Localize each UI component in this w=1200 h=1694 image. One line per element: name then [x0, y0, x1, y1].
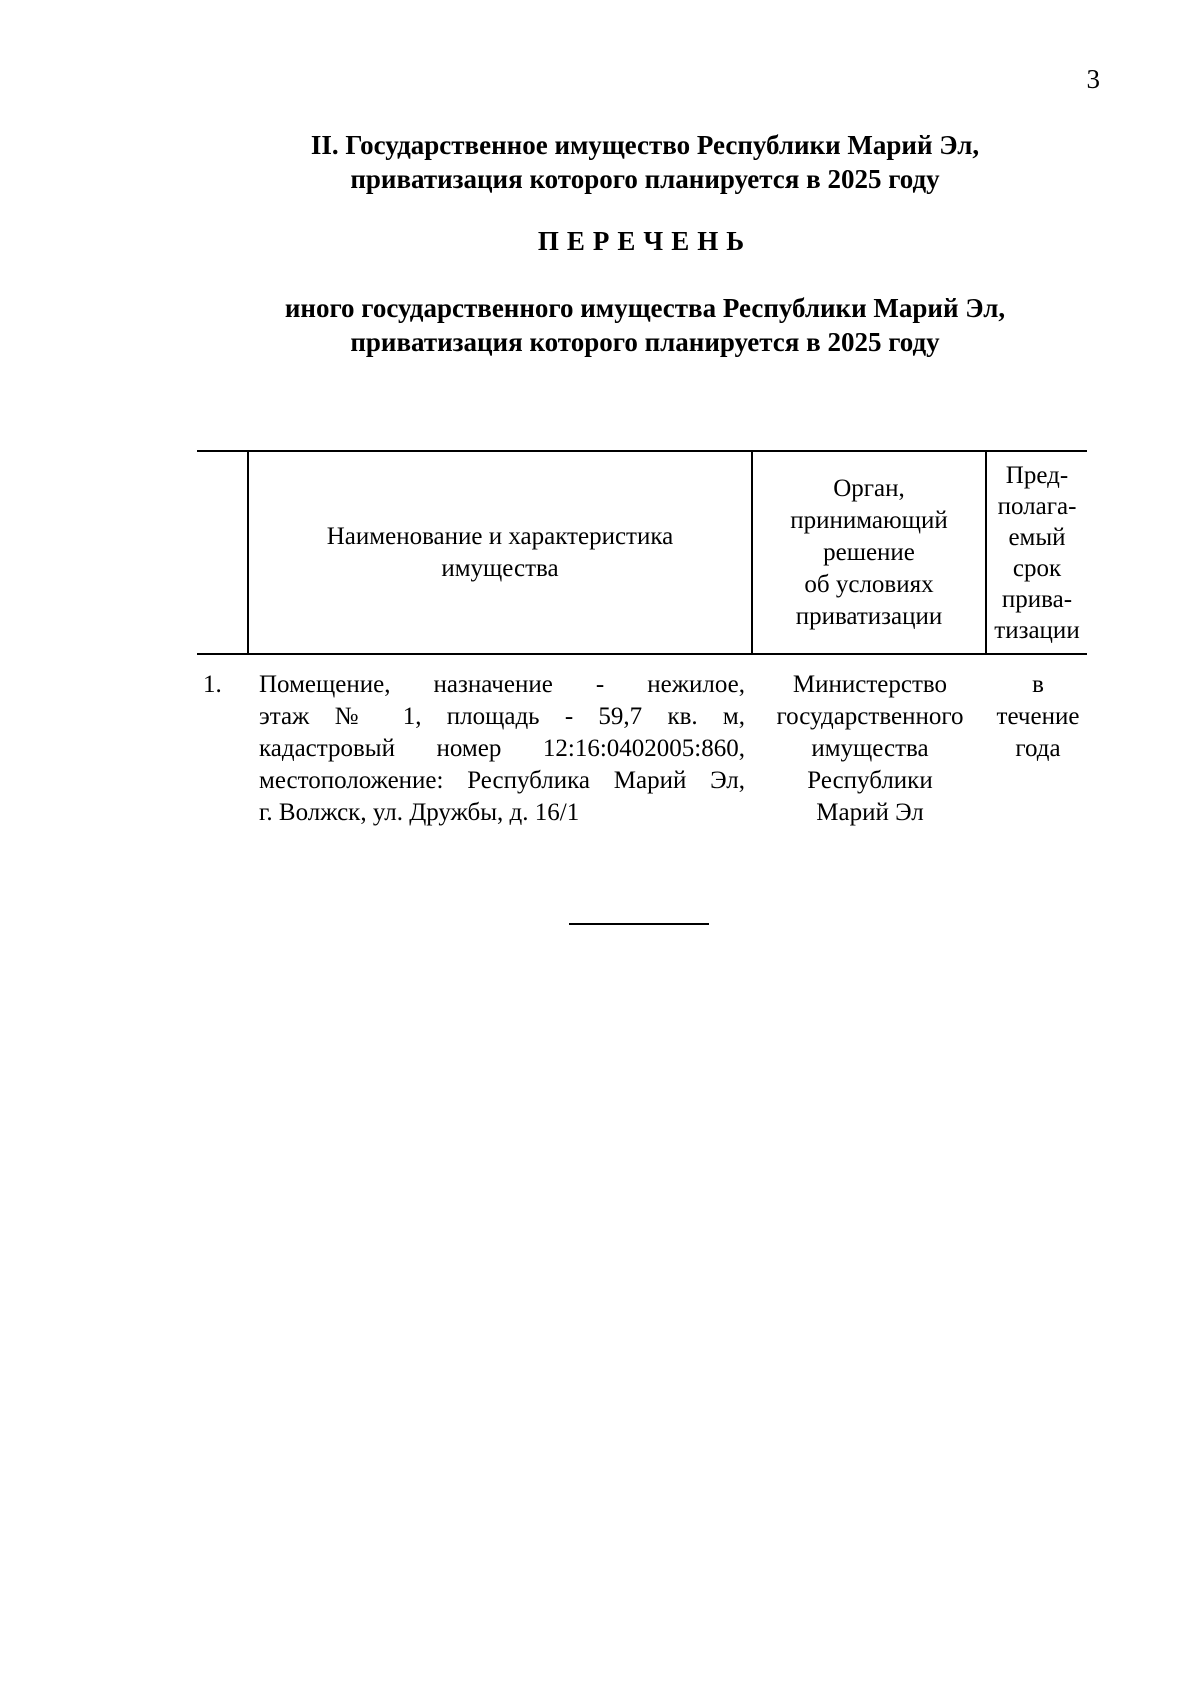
header-term-line: полага- — [997, 492, 1077, 520]
header-organ-line: приватизации — [795, 602, 943, 630]
header-term-line: тизации — [994, 616, 1080, 644]
property-table — [197, 450, 1087, 869]
property-description-line: местоположение: Республика Марий Эл, — [259, 767, 745, 794]
property-description-line: этаж № 1, площадь - 59,7 кв. м, — [259, 703, 745, 730]
table-header — [197, 450, 1087, 655]
section-title-line-1: II. Государственное имущество Республики Марий Эл, — [310, 130, 980, 160]
page-number: 3 — [1086, 64, 1100, 94]
row-privatization-term — [989, 669, 1087, 765]
privatization-term-line: в — [1032, 671, 1044, 698]
header-term-line: Пред- — [1005, 461, 1069, 489]
privatization-term-line: течение — [996, 703, 1080, 730]
property-description-line: Помещение, назначение - нежилое, — [259, 671, 745, 698]
list-title: ПЕРЕЧЕНЬ — [537, 226, 753, 256]
header-term-line: прива- — [1001, 585, 1073, 613]
row-number: 1. — [203, 671, 222, 698]
header-number-column — [197, 452, 249, 653]
decision-body-line: имущества — [811, 735, 929, 762]
header-name-line: имущества — [441, 554, 559, 582]
header-organ-line: принимающий — [790, 506, 948, 534]
row-decision-body — [753, 669, 987, 829]
list-subtitle-line-2: приватизация которого планируется в 2025 году — [350, 327, 940, 357]
header-organ-line: решение — [823, 538, 915, 566]
header-organ-line: Орган, — [833, 474, 905, 502]
decision-body-line: Республики — [807, 767, 933, 794]
decision-body-line: государственного — [776, 703, 964, 730]
section-title — [150, 128, 1140, 196]
header-organ-line: об условиях — [804, 570, 934, 598]
row-property-description — [259, 669, 745, 829]
header-name-line: Наименование и характеристика — [326, 522, 674, 550]
property-description-line: г. Волжск, ул. Дружбы, д. 16/1 — [259, 799, 580, 826]
section-title-line-2: приватизация которого планируется в 2025 году — [350, 164, 940, 194]
decision-body-line: Марий Эл — [816, 799, 924, 826]
table-row — [197, 669, 1087, 869]
header-term-column — [987, 452, 1087, 653]
header-organ-column — [753, 452, 987, 653]
header-term-line: емый — [1008, 523, 1066, 551]
property-description-line: кадастровый номер 12:16:0402005:860, — [259, 735, 745, 762]
list-subtitle-line-1: иного государственного имущества Республики Марий Эл, — [284, 293, 1006, 323]
end-of-document-rule — [569, 923, 709, 925]
privatization-term-line: года — [1015, 735, 1061, 762]
header-term-line: срок — [1012, 554, 1062, 582]
list-subtitle — [150, 291, 1140, 359]
decision-body-line: Министерство — [792, 671, 948, 698]
header-name-column — [249, 452, 753, 653]
